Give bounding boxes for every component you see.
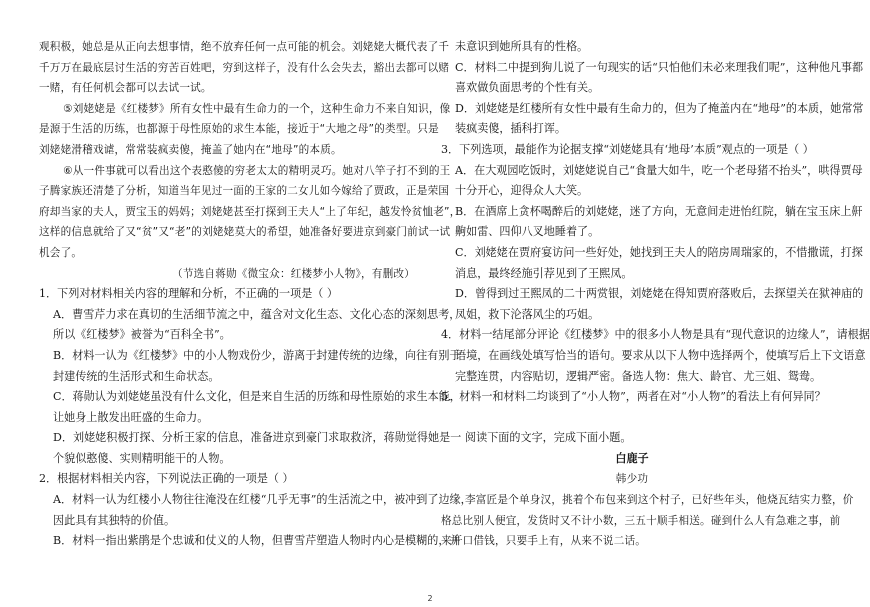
story-paragraph: 李富匠是个单身汉，挑着个布包来到这个村子，已好些年头，他烧瓦结实力整，价 xyxy=(465,494,854,507)
question-1-option-d: D．刘姥姥积极打探、分析王家的信息，准备进京到豪门求取救济，蒋勋觉得她是一 xyxy=(53,431,462,445)
question-3-option-d-cont: 凤姐，救下沦落风尘的巧姐。 xyxy=(455,307,600,321)
question-1-option-d-cont: 个貌似憨傻、实则精明能干的人物。 xyxy=(53,451,231,465)
question-3-option-c-cont: 消息，最终经施引荐见到了王熙凤。 xyxy=(455,266,633,280)
question-2-option-d: D．刘姥姥是红楼所有女性中最有生命力的，但为了掩盖内在“地母”的本质，她常常 xyxy=(455,101,864,115)
question-4-stem: 4．材料一结尾部分评论《红楼梦》中的很多小人物是具有“现代意识的边缘人”，请根据 xyxy=(441,328,870,342)
story-author: 韩少功 xyxy=(615,473,649,486)
left-column xyxy=(39,37,472,552)
question-4-stem-cont: 语境，在画线处填写恰当的语句。要求从以下人物中选择两个，使填写后上下文语意 xyxy=(455,348,866,362)
question-2-option-a-cont: 因此具有其独特的价值。 xyxy=(53,513,176,527)
passage-line: 是源于生活的历练，也都源于母性原始的求生本能，接近于“大地之母”的类型。只是 xyxy=(39,123,439,136)
passage-line: 一赌，有任何机会都可以去试一试。 xyxy=(39,82,212,95)
question-1-option-c: C．蒋勋认为刘姥姥虽没有什么文化，但是来自生活的历练和母性原始的求生本能， xyxy=(53,390,461,404)
question-1-option-a: A．曹雪芹力求在真切的生活细节流之中，蕴含对文化生态、文化心态的深刻思考， xyxy=(53,307,461,321)
question-2-option-d-cont: 装疯卖傻，插科打诨。 xyxy=(455,122,566,136)
passage-line: 机会了。 xyxy=(39,246,83,259)
page-number: 2 xyxy=(427,594,433,603)
question-3-option-b: B．在酒席上贪杯喝醉后的刘姥姥，迷了方向，无意间走进怡红院，躺在宝玉床上鼾 xyxy=(455,204,863,218)
right-column xyxy=(441,37,870,552)
passage-line: 千万万在最底层讨生活的穷苦百姓吧，穷到这样子，没有什么会失去，豁出去都可以赌 xyxy=(39,61,450,74)
passage-line: 这样的信息就给了又“贫”又“老”的刘姥姥莫大的希望，她准备好要进京到豪门前试一试 xyxy=(39,226,451,239)
question-2-stem: 2．根据材料相关内容，下列说法正确的一项是（ ） xyxy=(39,472,294,486)
question-3-option-a-cont: 十分开心，迎得众人大笑。 xyxy=(455,184,589,198)
question-2-option-c: C．材料二中提到狗儿说了一句现实的话“只怕他们未必来理我们呢”，这种他凡事都 xyxy=(455,60,864,74)
question-1-option-b-cont: 封建传统的生活形式和生命状态。 xyxy=(53,369,220,383)
blank-spacer xyxy=(441,408,823,429)
reading-instruction: 阅读下面的文字，完成下面小题。 xyxy=(465,431,632,445)
question-2-option-b-cont: 未意识到她所具有的性格。 xyxy=(455,40,589,53)
question-3-option-d: D．曾得到过王熙凤的二十两赏银，刘姥姥在得知贾府落败后，去探望关在狱神庙的 xyxy=(455,287,864,301)
question-1-option-b: B．材料一认为《红楼梦》中的小人物戏份少，游离于封建传统的边缘，向往有别于 xyxy=(53,348,461,362)
question-1-stem: 1．下列对材料相关内容的理解和分析，不正确的一项是（ ） xyxy=(39,287,339,301)
question-3-option-a: A．在大观园吃饭时，刘姥姥说自己“食量大如牛，吃一个老母猪不抬头”，哄得贾母 xyxy=(455,163,863,177)
question-2-option-a: A．材料一认为红楼小人物往往淹没在红楼“几乎无事”的生活流之中，被冲到了边缘， xyxy=(53,493,472,507)
question-2-option-c-cont: 喜欢做负面思考的个性有关。 xyxy=(455,81,600,95)
source-citation: （节选自蒋勋《微宝众：红楼梦小人物》，有删改） xyxy=(172,267,415,280)
question-1-option-a-cont: 所以《红楼梦》被誉为“百科全书”。 xyxy=(53,328,231,342)
passage-paragraph-6: ⑥从一件事就可以看出这个表憨傻的穷老太太的精明灵巧。她对八竿子打不到的王 xyxy=(63,164,451,177)
question-3-stem: 3．下列选项，最能作为论据支撑“刘姥姥具有‘地母’本质”观点的一项是（ ） xyxy=(441,142,814,156)
story-line: 格总比别人便宜，发货时又不计小数，三五十顺手相送。碰到什么人有急难之事，前 xyxy=(441,514,841,527)
passage-line: 刘姥姥滑稽戏谑，常常装疯卖傻，掩盖了她内在“地母”的本质。 xyxy=(39,143,342,156)
question-4-stem-cont: 完整连贯，内容贴切，逻辑严密。备选人物：焦大、龄官、尤三姐、鸳鸯。 xyxy=(455,369,822,383)
question-2-option-b: B．材料一指出紫鹃是个忠诚和仗义的人物，但曹雪芹塑造人物时内心是模糊的，并 xyxy=(53,534,461,548)
story-line: 来开口借钱，只要手上有，从来不说二话。 xyxy=(441,535,647,548)
passage-line: 子腾家族还清楚了分析，知道当年见过一面的王家的二女儿如今嫁给了贾政，正是荣国 xyxy=(39,185,450,198)
question-1-option-c-cont: 让她身上散发出旺盛的生命力。 xyxy=(53,410,209,424)
passage-line: 府却当家的夫人，贾宝玉的妈妈；刘姥姥甚至打探到王夫人“上了年纪，越发怜贫恤老”， xyxy=(39,205,461,218)
question-5-stem: 5．材料一和材料二均谈到了“小人物”，两者在对“小人物”的看法上有何异同？ xyxy=(441,390,826,404)
passage-paragraph-5: ⑤刘姥姥是《红楼梦》所有女性中最有生命力的一个，这种生命力不来自知识，像 xyxy=(63,102,451,115)
question-3-option-b-cont: 齁如雷、四仰八叉地睡着了。 xyxy=(455,225,600,239)
story-title: 白鹿子 xyxy=(615,451,649,465)
passage-line: 观积极，她总是从正向去想事情，绝不放弃任何一点可能的机会。刘姥姥大概代表了千 xyxy=(39,41,450,53)
question-3-option-c: C．刘姥姥在贾府宴访问一些好处，她找到王夫人的陪房周瑞家的，不惜撒谎，打探 xyxy=(455,245,863,259)
